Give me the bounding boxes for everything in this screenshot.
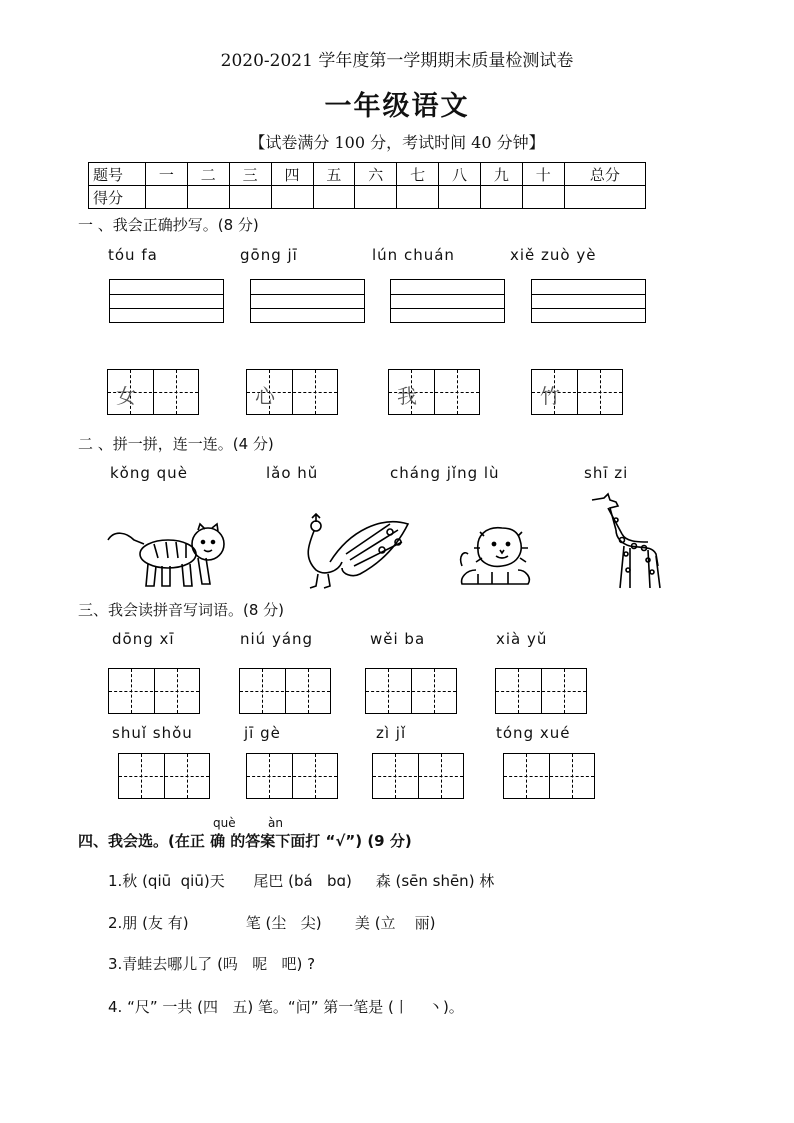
sample-character: 女 [116,384,136,408]
exam-note: 【试卷满分 100 分，考试时间 40 分钟】 [249,133,545,152]
ruby-pinyin: què [213,816,236,830]
pinyin-prompt: cháng jǐng lù [390,464,500,482]
character-grid[interactable] [246,369,338,415]
pinyin-prompt: niú yáng [240,630,314,648]
pinyin-prompt: shī zi [584,464,629,482]
character-grid[interactable] [239,668,331,714]
sample-character: 我 [397,384,417,408]
pinyin-prompt: shuǐ shǒu [112,724,193,742]
score-entry-cell[interactable] [229,186,271,209]
table-cell: 题号 [89,163,146,186]
score-entry-cell[interactable] [187,186,229,209]
character-grid[interactable] [495,668,587,714]
score-entry-cell[interactable] [271,186,313,209]
score-entry-cell[interactable] [439,186,481,209]
pinyin-prompt: tóu fa [108,246,158,264]
section1-heading: 一 、我会正确抄写。(8 分) [78,216,259,234]
question-1[interactable]: 1.秋 (qiū qiū)天 尾巴 (bá bɑ) 森 (sēn shēn) 林 [108,872,495,890]
tiger-icon [104,518,234,592]
character-grid[interactable] [503,753,595,799]
section4-heading: 四、我会选。(在正 确 的答案下面打 “√”) (9 分) [78,832,412,850]
character-grid[interactable] [365,668,457,714]
pinyin-writing-box[interactable] [250,279,365,323]
score-entry-cell[interactable] [481,186,523,209]
table-cell: 二 [187,163,229,186]
table-cell: 七 [397,163,439,186]
character-grid[interactable] [107,369,199,415]
pinyin-prompt: tóng xué [496,724,571,742]
pinyin-prompt: dōng xī [112,630,175,648]
score-entry-cell[interactable] [522,186,564,209]
pinyin-prompt: wěi ba [370,630,426,648]
pinyin-prompt: lǎo hǔ [266,464,319,482]
sample-character: 竹 [540,384,560,408]
table-cell: 十 [522,163,564,186]
pinyin-prompt: zì jǐ [376,724,407,742]
table-cell: 得分 [89,186,146,209]
character-grid[interactable] [388,369,480,415]
table-cell: 一 [146,163,188,186]
pinyin-writing-box[interactable] [531,279,646,323]
question-2[interactable]: 2.朋 (友 有) 笔 (尘 尖) 美 (立 丽) [108,914,436,932]
score-entry-cell[interactable] [355,186,397,209]
character-grid[interactable] [108,668,200,714]
question-4[interactable]: 4. “尺” 一共 (四 五) 笔。“问” 第一笔是 (丨 丶)。 [108,998,464,1016]
table-cell: 五 [313,163,355,186]
pinyin-writing-box[interactable] [390,279,505,323]
question-3[interactable]: 3.青蛙去哪儿了 (吗 呢 吧) ? [108,955,316,973]
peacock-icon [290,510,414,592]
score-entry-cell[interactable] [313,186,355,209]
pinyin-prompt: lún chuán [372,246,455,264]
score-table-header-row [89,163,646,186]
table-cell: 三 [229,163,271,186]
table-cell: 九 [481,163,523,186]
table-cell: 八 [439,163,481,186]
score-table-score-row [89,186,646,209]
exam-title: 2020-2021 学年度第一学期期末质量检测试卷 [220,51,574,71]
character-grid[interactable] [531,369,623,415]
score-entry-cell[interactable] [564,186,645,209]
table-cell: 总分 [564,163,645,186]
giraffe-icon [586,490,666,592]
section2-heading: 二 、拼一拼，连一连。(4 分) [78,435,274,453]
table-cell: 四 [271,163,313,186]
score-entry-cell[interactable] [146,186,188,209]
score-entry-cell[interactable] [397,186,439,209]
pinyin-prompt: kǒng què [110,464,188,482]
pinyin-prompt: xià yǔ [496,630,548,648]
table-cell: 六 [355,163,397,186]
lion-icon [456,524,536,590]
pinyin-prompt: jī gè [244,724,281,742]
sample-character: 心 [255,384,275,408]
ruby-pinyin: àn [268,816,283,830]
character-grid[interactable] [118,753,210,799]
subject-title: 一年级语文 [324,91,470,122]
score-table [88,162,646,209]
character-grid[interactable] [246,753,338,799]
pinyin-prompt: gōng jī [240,246,298,264]
pinyin-writing-box[interactable] [109,279,224,323]
section3-heading: 三、我会读拼音写词语。(8 分) [78,601,285,619]
pinyin-prompt: xiě zuò yè [510,246,597,264]
character-grid[interactable] [372,753,464,799]
